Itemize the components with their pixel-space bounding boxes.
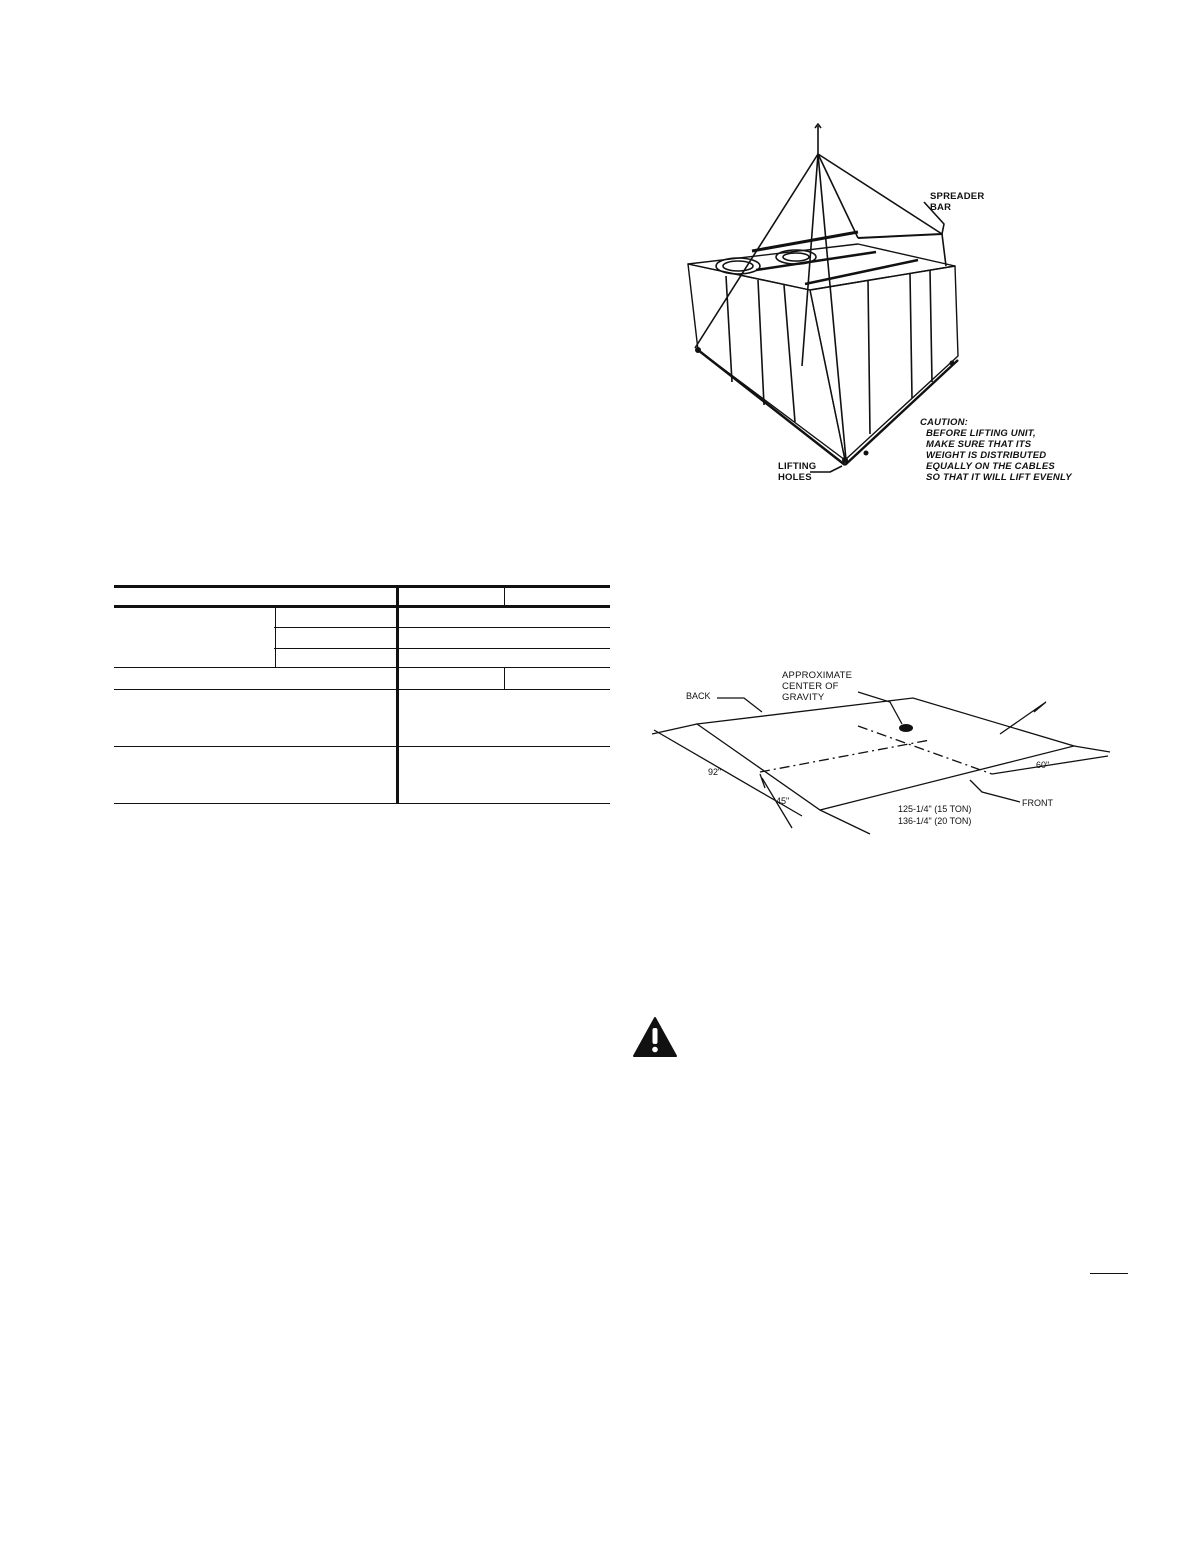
center-of-gravity-figure	[640, 668, 1120, 838]
rigging-weights-table	[114, 585, 610, 805]
cg-label: APPROXIMATE CENTER OF GRAVITY	[782, 670, 853, 703]
caution-line: BEFORE LIFTING UNIT,	[926, 428, 1036, 439]
dimension-length-15: 125-1/4" (15 TON)	[898, 804, 972, 814]
dimension-92: 92"	[708, 767, 722, 777]
dimension-length-20: 136-1/4" (20 TON)	[898, 816, 972, 826]
table-bottom-rule	[114, 803, 610, 804]
warning-triangle-icon	[632, 1016, 678, 1058]
table-col-rule	[504, 667, 505, 689]
rigging-figure	[660, 120, 1120, 500]
table-row-rule	[114, 689, 610, 690]
table-top-rule	[114, 585, 610, 588]
table-row-rule	[274, 648, 610, 649]
dimension-60: 60"	[1036, 760, 1050, 770]
table-row-rule	[274, 627, 610, 628]
table-row-rule	[114, 746, 610, 747]
caution-line: EQUALLY ON THE CABLES	[926, 461, 1055, 472]
table-header-rule	[114, 605, 610, 608]
caution-title: CAUTION:	[920, 417, 969, 428]
dimension-45: 45"	[776, 796, 790, 806]
back-label: BACK	[686, 691, 711, 701]
caution-line: WEIGHT IS DISTRIBUTED	[926, 450, 1047, 461]
lifting-holes-label: LIFTING HOLES	[778, 461, 817, 483]
table-col-rule	[396, 585, 399, 804]
table-row-rule	[114, 667, 610, 668]
spreader-bar-label: SPREADER BAR	[930, 191, 985, 213]
front-label: FRONT	[1022, 798, 1053, 808]
caution-note	[920, 417, 1072, 483]
signature-rule	[1090, 1273, 1128, 1274]
caution-line: MAKE SURE THAT ITS	[926, 439, 1032, 450]
cg-diagram	[640, 668, 1120, 838]
table-col-rule	[275, 605, 276, 668]
caution-line: SO THAT IT WILL LIFT EVENLY	[926, 472, 1072, 483]
table-col-rule	[504, 585, 505, 606]
